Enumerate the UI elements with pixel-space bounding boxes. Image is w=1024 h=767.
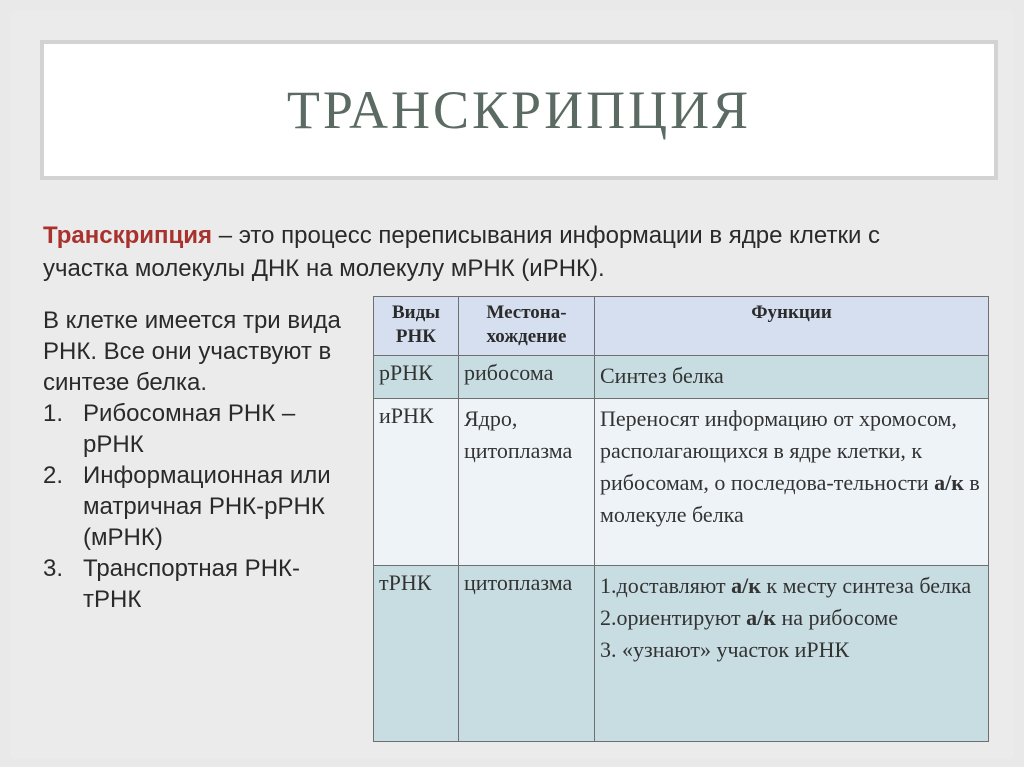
slide xyxy=(10,10,1014,759)
function-text: Переносят информацию от хромосом, располагающихся в ядре клетки, к рибосомам, о последова-тельности xyxy=(600,406,957,495)
function-bold: а/к xyxy=(731,573,761,598)
list-number: 3. xyxy=(43,555,64,582)
cell-type: рРНК xyxy=(374,356,459,399)
cell-type: тРНК xyxy=(374,566,459,742)
header-type: Виды РНК xyxy=(374,297,459,356)
function-bold: а/к xyxy=(934,470,964,495)
cell-location: рибосома xyxy=(459,356,595,399)
function-text: к месту синтеза белка xyxy=(760,573,972,598)
cell-type: иРНК xyxy=(374,399,459,566)
function-line xyxy=(600,570,983,602)
cell-location: цитоплазма xyxy=(459,566,595,742)
cell-function: Синтез белка xyxy=(595,356,989,399)
table-row xyxy=(374,566,989,742)
table-header-row xyxy=(374,297,989,356)
cell-function xyxy=(595,399,989,566)
function-line xyxy=(600,602,983,634)
function-text: 2.ориентируют xyxy=(600,605,747,630)
list-text: Транспортная РНК-тРНК xyxy=(83,555,300,613)
header-function: Функции xyxy=(595,297,989,356)
definition-term: Транскрипция xyxy=(43,222,213,249)
function-text: 1.доставляют xyxy=(600,573,732,598)
list-item xyxy=(43,553,353,615)
title-box xyxy=(40,40,998,180)
list-text: Рибосомная РНК – рРНК xyxy=(83,400,296,458)
function-bold: а/к xyxy=(746,605,776,630)
cell-location: Ядро, цитоплазма xyxy=(459,399,595,566)
rna-intro: В клетке имеется три вида РНК. Все они участвуют в синтезе белка. xyxy=(43,307,341,396)
cell-function xyxy=(595,566,989,742)
definition-text xyxy=(43,219,943,285)
list-item xyxy=(43,460,353,553)
rna-table xyxy=(373,296,989,742)
list-number: 2. xyxy=(43,462,64,489)
function-text: на рибосоме xyxy=(775,605,899,630)
function-line: 3. «узнают» участок иРНК xyxy=(600,637,850,662)
list-item xyxy=(43,398,353,460)
list-text: Информационная или матричная РНК-рРНК (мРНК) xyxy=(83,462,331,551)
function-text: в молекуле белка xyxy=(600,470,980,527)
slide-title: ТРАНСКРИПЦИЯ xyxy=(286,80,752,140)
list-number: 1. xyxy=(43,400,64,427)
rna-types-text xyxy=(43,305,353,615)
header-location: Местона-хождение xyxy=(459,297,595,356)
definition-body: – это процесс переписывания информации в ядре клетки с участка молекулы ДНК на молекулу мРНК (иРНК). xyxy=(43,222,881,282)
table-row xyxy=(374,356,989,399)
table-row xyxy=(374,399,989,566)
